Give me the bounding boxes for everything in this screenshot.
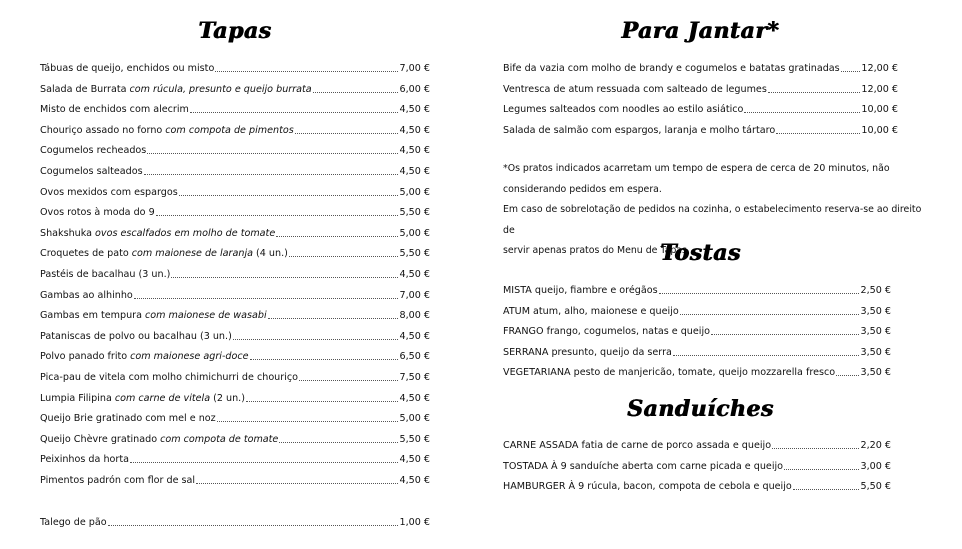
item-price: 5,50 € xyxy=(399,433,430,445)
tapas-item xyxy=(40,364,430,384)
item-name: Gambas ao alhinho xyxy=(40,289,133,301)
tosta-item xyxy=(503,359,891,379)
item-price: 4,50 € xyxy=(399,330,430,342)
item-name: Lumpia Filipina xyxy=(40,392,112,404)
item-name: TOSTADA À 9 sanduíche aberta com carne picada e queijo xyxy=(503,460,784,472)
item-name: Polvo panado frito xyxy=(40,351,128,363)
dot-leader xyxy=(680,313,860,315)
item-price: 4,50 € xyxy=(399,269,430,280)
dot-leader xyxy=(276,235,398,237)
item-price: 4,50 € xyxy=(399,475,430,486)
item-price: 3,50 € xyxy=(860,326,891,338)
sanduiche-item xyxy=(503,473,891,493)
jantar-item xyxy=(503,96,898,116)
note-line: Em caso de sobrelotação de pedidos na cozinha, o estabelecimento reserva-se ao direito de xyxy=(503,204,922,236)
item-description: com compota de tomate xyxy=(160,433,279,445)
item-price: 7,50 € xyxy=(399,372,430,383)
dot-leader xyxy=(289,255,399,257)
item-price: 8,00 € xyxy=(399,310,430,322)
dot-leader xyxy=(144,173,399,175)
tapas-item xyxy=(40,240,430,260)
item-name: Cogumelos recheados xyxy=(40,145,147,157)
item-price: 7,00 € xyxy=(399,289,430,301)
item-name: Salada de Burrata xyxy=(40,83,127,95)
tapas-item xyxy=(40,55,430,75)
item-name: Chouriço assado no forno xyxy=(40,124,163,136)
item-description: com maionese de laranja xyxy=(131,248,254,260)
item-price: 5,50 € xyxy=(860,481,891,493)
dot-leader xyxy=(268,317,399,319)
jantar-item xyxy=(503,76,898,96)
tapas-item xyxy=(40,343,430,363)
item-price: 2,50 € xyxy=(860,285,891,296)
tapas-item xyxy=(40,158,430,178)
dot-leader xyxy=(156,214,399,216)
item-name: Peixinhos da horta xyxy=(40,454,129,466)
dot-leader xyxy=(768,91,861,93)
item-price: 4,50 € xyxy=(399,124,430,136)
item-price: 10,00 € xyxy=(861,124,898,136)
tapas-item xyxy=(40,76,430,96)
dot-leader xyxy=(836,374,859,376)
dot-leader xyxy=(171,276,398,278)
item-name: HAMBURGER À 9 rúcula, bacon, compota de cebola e queijo xyxy=(503,481,792,493)
item-name: Pastéis de bacalhau (3 un.) xyxy=(40,269,171,280)
item-description: ovos escalfados em molho de tomate xyxy=(95,227,276,239)
item-price: 4,50 € xyxy=(399,166,430,177)
item-description: com maionese de wasabi xyxy=(144,310,267,322)
dot-leader xyxy=(295,132,399,134)
item-name: Croquetes de pato xyxy=(40,248,129,260)
dot-leader xyxy=(659,292,860,294)
tapas-item xyxy=(40,137,430,157)
sanduiches-title: Sanduíches xyxy=(627,396,774,422)
dot-leader xyxy=(134,297,399,299)
sanduiche-item xyxy=(503,432,891,452)
item-price: 5,00 € xyxy=(399,413,430,425)
dot-leader xyxy=(233,338,399,340)
tapas-item xyxy=(40,220,430,240)
dot-leader xyxy=(190,111,399,113)
dot-leader xyxy=(147,152,398,154)
tapas-item xyxy=(40,323,430,343)
tapas-item xyxy=(40,96,430,116)
tostas-title: Tostas xyxy=(660,240,741,266)
item-name: Talego de pão xyxy=(40,517,107,528)
item-name: Misto de enchidos com alecrim xyxy=(40,104,189,116)
tapas-item xyxy=(40,405,430,425)
item-name: Tábuas de queijo, enchidos ou misto xyxy=(40,63,215,74)
dot-leader xyxy=(108,524,399,526)
dot-leader xyxy=(130,461,398,463)
item-price: 2,20 € xyxy=(860,440,891,451)
tosta-item xyxy=(503,339,891,359)
tapas-item xyxy=(40,385,430,405)
item-name: Pimentos padrón com flor de sal xyxy=(40,475,196,486)
item-price: 10,00 € xyxy=(861,104,898,116)
item-price: 12,00 € xyxy=(861,83,898,95)
dot-leader xyxy=(299,379,398,381)
item-price: 4,50 € xyxy=(399,104,430,116)
item-name: Queijo Brie gratinado com mel e noz xyxy=(40,413,216,425)
item-description: com compota de pimentos xyxy=(165,124,294,136)
dot-leader xyxy=(250,358,399,360)
item-name: SERRANA presunto, queijo da serra xyxy=(503,346,672,358)
item-price: 4,50 € xyxy=(399,392,430,404)
item-price: 6,00 € xyxy=(399,83,430,95)
item-name: MISTA queijo, fiambre e orégãos xyxy=(503,285,658,296)
item-description: com maionese agri-doce xyxy=(130,351,249,363)
dot-leader xyxy=(215,70,398,72)
note-line: servir apenas pratos do Menu de Tapas. xyxy=(503,245,690,256)
dot-leader xyxy=(673,354,860,356)
dot-leader xyxy=(841,70,861,72)
dot-leader xyxy=(217,420,399,422)
item-name: FRANGO frango, cogumelos, natas e queijo xyxy=(503,326,710,338)
item-name: Legumes salteados com noodles ao estilo asiático xyxy=(503,104,744,116)
item-name: Salada de salmão com espargos, laranja e molho tártaro xyxy=(503,124,776,136)
item-price: 5,00 € xyxy=(399,186,430,198)
item-price: 3,50 € xyxy=(860,346,891,358)
tapas-item xyxy=(40,467,430,487)
sanduiche-item xyxy=(503,453,891,473)
tosta-item xyxy=(503,298,891,318)
note-line: considerando pedidos em espera. xyxy=(503,183,662,195)
tapas-item xyxy=(40,302,430,322)
item-price: 4,50 € xyxy=(399,145,430,157)
item-name: Queijo Chèvre gratinado xyxy=(40,433,158,445)
dot-leader xyxy=(196,482,398,484)
item-price: 3,50 € xyxy=(860,305,891,317)
item-name: CARNE ASSADA fatia de carne de porco assada e queijo xyxy=(503,440,772,451)
tapas-item xyxy=(40,117,430,137)
item-price: 4,50 € xyxy=(399,454,430,466)
item-name: Ovos mexidos com espargos xyxy=(40,186,178,198)
tosta-item xyxy=(503,318,891,338)
tosta-item xyxy=(503,277,891,297)
item-name: Shakshuka xyxy=(40,227,93,239)
item-name: Bife da vazia com molho de brandy e cogumelos e batatas gratinadas xyxy=(503,63,840,74)
menu-item-bread xyxy=(40,509,430,529)
para-jantar-title: Para Jantar* xyxy=(621,18,780,44)
dot-leader xyxy=(711,333,860,335)
jantar-item xyxy=(503,117,898,137)
item-quantity: (2 un.) xyxy=(213,392,245,404)
item-price: 5,50 € xyxy=(399,207,430,219)
tapas-item xyxy=(40,282,430,302)
item-description: com carne de vitela xyxy=(114,392,211,404)
dot-leader xyxy=(744,111,860,113)
item-price: 3,50 € xyxy=(860,367,891,379)
item-price: 3,00 € xyxy=(860,460,891,472)
dot-leader xyxy=(793,488,860,490)
dot-leader xyxy=(784,468,859,470)
item-price: 5,00 € xyxy=(399,227,430,239)
item-name: Gambas em tempura xyxy=(40,310,142,322)
item-name: Pataniscas de polvo ou bacalhau (3 un.) xyxy=(40,330,232,342)
jantar-item xyxy=(503,55,898,75)
item-quantity: (4 un.) xyxy=(256,248,288,260)
tapas-item xyxy=(40,179,430,199)
dot-leader xyxy=(246,400,399,402)
dot-leader xyxy=(772,447,859,449)
item-price: 6,50 € xyxy=(399,351,430,363)
tapas-item xyxy=(40,199,430,219)
item-name: ATUM atum, alho, maionese e queijo xyxy=(503,305,679,317)
note-line: *Os pratos indicados acarretam um tempo de espera de cerca de 20 minutos, não xyxy=(503,163,890,174)
item-price: 1,00 € xyxy=(399,517,430,528)
item-name: Pica-pau de vitela com molho chimichurri de chouriço xyxy=(40,372,299,383)
dot-leader xyxy=(179,194,399,196)
tapas-item xyxy=(40,446,430,466)
item-price: 7,00 € xyxy=(399,63,430,74)
item-name: Ventresca de atum ressuada com salteado de legumes xyxy=(503,83,767,95)
tapas-item xyxy=(40,426,430,446)
dot-leader xyxy=(776,132,860,134)
tapas-item xyxy=(40,261,430,281)
item-name: VEGETARIANA pesto de manjericão, tomate, queijo mozzarella fresco xyxy=(503,367,836,379)
item-price: 12,00 € xyxy=(861,63,898,74)
tapas-title: Tapas xyxy=(198,18,272,44)
dot-leader xyxy=(313,91,399,93)
dot-leader xyxy=(279,441,398,443)
item-price: 5,50 € xyxy=(399,248,430,260)
item-name: Cogumelos salteados xyxy=(40,166,143,177)
item-name: Ovos rotos à moda do 9 xyxy=(40,207,155,219)
item-description: com rúcula, presunto e queijo burrata xyxy=(129,83,312,95)
